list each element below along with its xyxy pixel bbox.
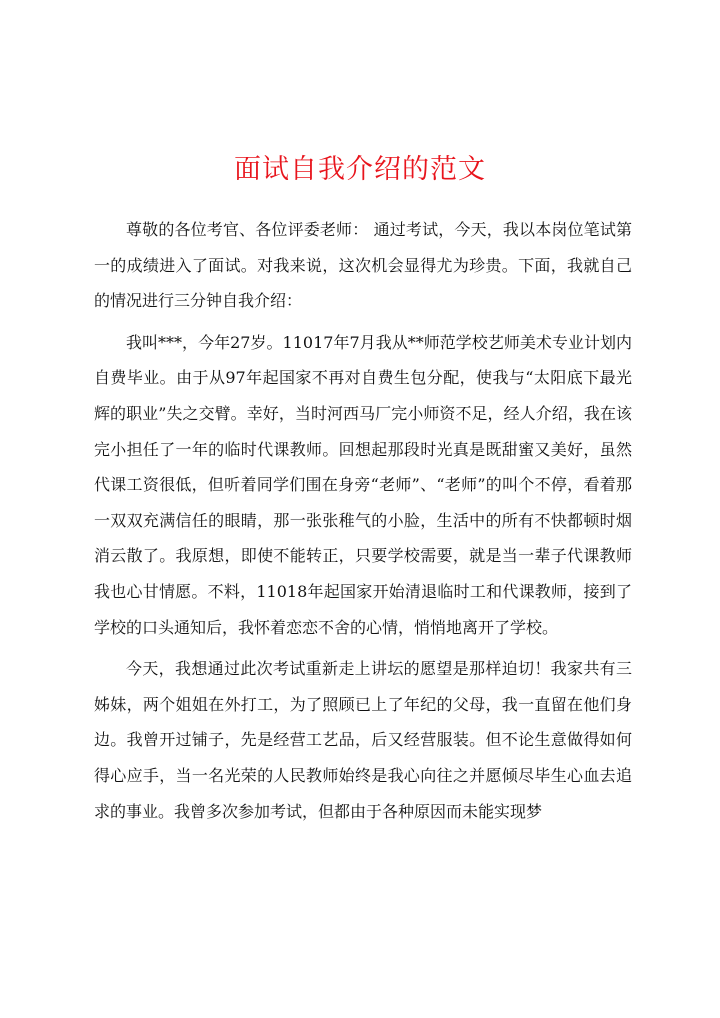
document-body [94,212,632,835]
paragraph-greeting: 尊敬的各位考官、各位评委老师： 通过考试，今天，我以本岗位笔试第一的成绩进入了面试。对我来说，这次机会显得尤为珍贵。下面，我就自己的情况进行三分钟自我介绍： [94,220,632,311]
paragraph-background: 我叫***，今年27岁。11017年7月我从**师范学校艺师美术专业计划内自费毕业。由于从97年起国家不再对自费生包分配，使我与“太阳底下最光辉的职业”失之交臂。幸好，当时河西马厂完小师资不足，经人介绍，我在该完小担任了一年的临时代课教师。回想起那段时光真是既甜蜜又美好，虽然代课工资很低，但听着同学们围在身旁“老师”、“老师”的叫个不停，看着那一双双充满信任的眼睛，那一张张稚气的小脸，生活中的所有不快都顿时烟消云散了。我原想，即使不能转正，只要学校需要，就是当一辈子代课教师我也心甘情愿。不料，11018年起国家开始清退临时工和代课教师，接到了学校的口头通知后，我怀着恋恋不舍的心情，悄悄地离开了学校。 [94,332,632,637]
paragraph-motivation: 今天，我想通过此次考试重新走上讲坛的愿望是那样迫切！我家共有三姊妹，两个姐姐在外打工，为了照顾已上了年纪的父母，我一直留在他们身边。我曾开过铺子，先是经营工艺品，后又经营服装。但不论生意做得如何得心应手，当一名光荣的人民教师始终是我心向往之并愿倾尽毕生心血去追求的事业。我曾多次参加考试，但都由于各种原因而未能实现梦 [94,659,632,821]
document-title: 面试自我介绍的范文 [234,154,486,185]
